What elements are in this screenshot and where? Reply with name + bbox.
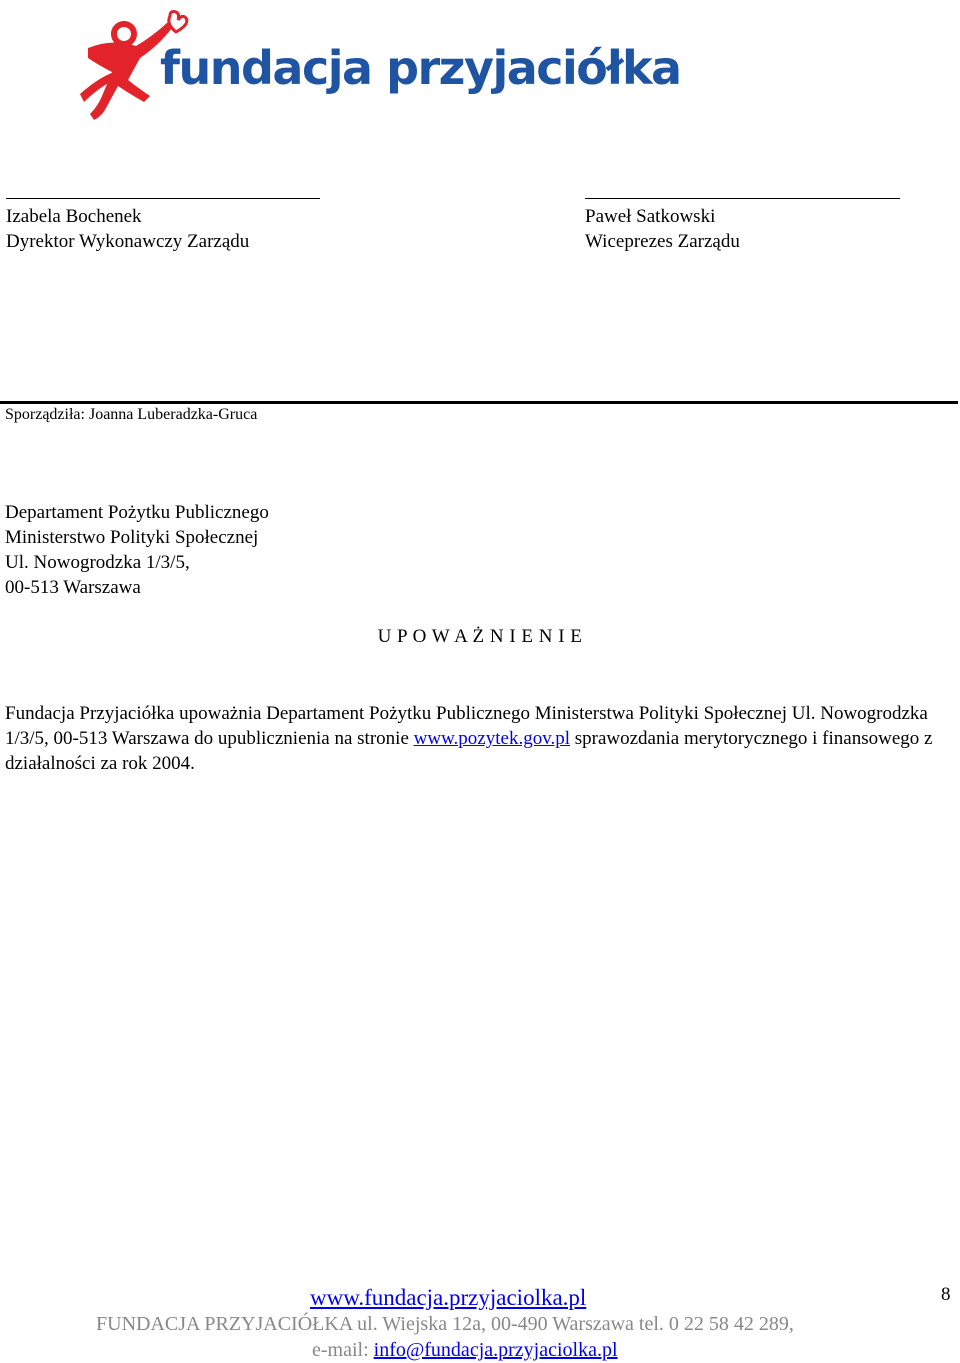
signature-block-left bbox=[6, 204, 249, 254]
footer-email-link[interactable]: info@fundacja.przyjaciolka.pl bbox=[373, 1339, 618, 1361]
signer-name: Paweł Satkowski bbox=[585, 206, 716, 227]
paragraph-text: Fundacja Przyjaciółka upoważnia Departament Pożytku Publicznego Ministerstwa Polityki Społecznej Ul. Nowogrodzka 1/3/5, 00-513 Warszawa do upublicznienia na stronie bbox=[5, 703, 928, 749]
email-label: e-mail: bbox=[312, 1339, 374, 1361]
recipient-address bbox=[5, 500, 269, 600]
paragraph-text: sprawozdania merytorycznego i finansowego z działalności za rok 2004. bbox=[5, 728, 933, 774]
signature-block-right bbox=[585, 204, 740, 254]
heart-icon bbox=[169, 12, 187, 33]
signature-line-right bbox=[585, 198, 900, 199]
document-heading: U P O W A Ż N I E N I E bbox=[377, 626, 583, 647]
footer-email bbox=[312, 1337, 618, 1363]
logo-wordmark: fundacja przyjaciółka bbox=[160, 41, 681, 95]
signer-name: Izabela Bochenek bbox=[6, 206, 142, 227]
running-figure bbox=[80, 22, 172, 120]
page-number: 8 bbox=[941, 1284, 951, 1305]
address-line: Ministerstwo Polityki Społecznej bbox=[5, 527, 259, 548]
running-figure-heart-icon bbox=[58, 8, 681, 128]
pozytek-link[interactable]: www.pozytek.gov.pl bbox=[413, 728, 570, 749]
footer-address: FUNDACJA PRZYJACIÓŁKA ul. Wiejska 12a, 00-490 Warszawa tel. 0 22 58 42 289, bbox=[96, 1313, 794, 1335]
prepared-by: Sporządziła: Joanna Luberadzka-Gruca bbox=[5, 406, 258, 423]
footer-website-link[interactable]: www.fundacja.przyjaciolka.pl bbox=[310, 1285, 587, 1310]
address-line: Departament Pożytku Publicznego bbox=[5, 502, 269, 523]
signer-title: Dyrektor Wykonawczy Zarządu bbox=[6, 231, 250, 252]
address-line: Ul. Nowogrodzka 1/3/5, bbox=[5, 552, 190, 573]
foundation-logo bbox=[58, 8, 681, 128]
signer-title: Wiceprezes Zarządu bbox=[585, 231, 740, 252]
address-line: 00-513 Warszawa bbox=[5, 577, 141, 598]
signature-line-left bbox=[6, 198, 320, 199]
authorization-paragraph bbox=[5, 701, 945, 776]
